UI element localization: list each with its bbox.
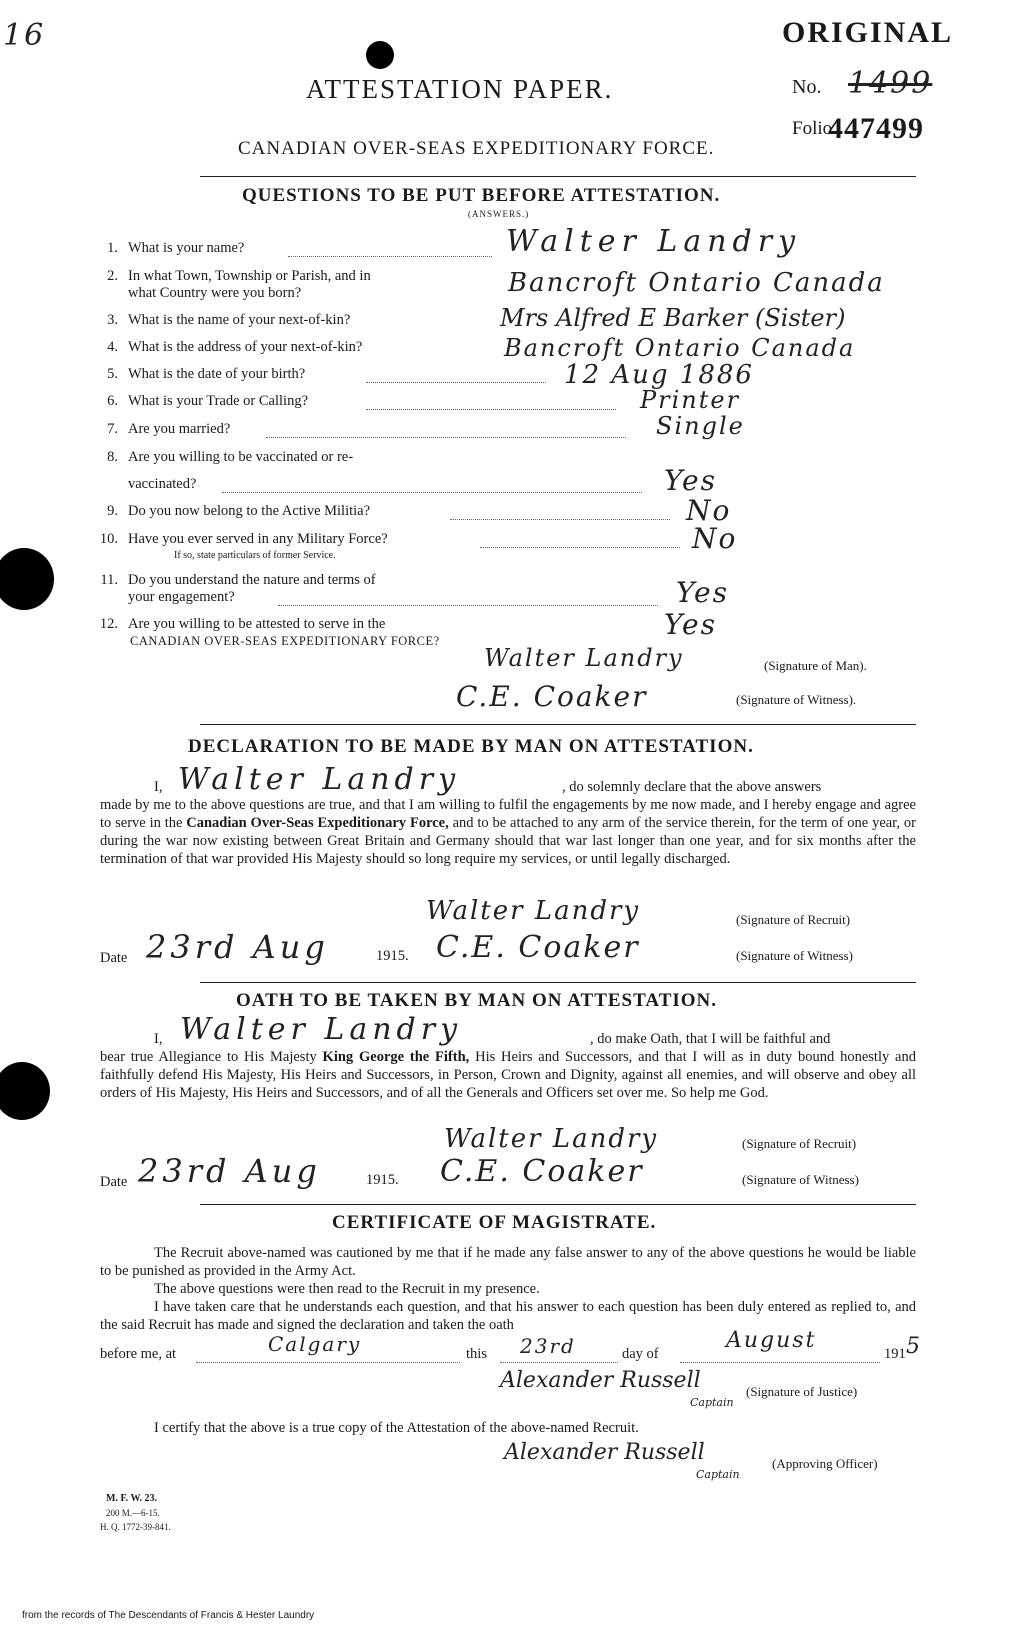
oath-name: Walter Landry — [180, 1012, 463, 1047]
answer-value: Bancroft Ontario Canada — [504, 334, 856, 362]
punch-hole-left-1 — [0, 548, 54, 610]
signature-man-value: Walter Landry — [484, 644, 684, 672]
answer-value: Printer — [640, 386, 741, 414]
question-text: Do you now belong to the Active Militia? — [128, 503, 371, 519]
declaration-line1-end: , do solemnly declare that the above answers — [562, 779, 822, 795]
signature-man-label: (Signature of Man). — [764, 658, 867, 673]
oath-year: 1915. — [366, 1172, 399, 1188]
margin-note: 16 — [3, 18, 46, 53]
justice-rank: Captain — [690, 1396, 734, 1409]
oath-date-value: 23rd Aug — [138, 1152, 321, 1190]
page-title: ATTESTATION PAPER. — [306, 74, 614, 104]
declaration-heading: DECLARATION TO BE MADE BY MAN ON ATTESTATION. — [188, 736, 754, 757]
declaration-date-value: 23rd Aug — [146, 928, 329, 966]
oath-i: I, — [154, 1031, 163, 1047]
approving-rank: Captain — [696, 1468, 740, 1481]
question-text-cont: CANADIAN OVER-SEAS EXPEDITIONARY FORCE? — [130, 634, 440, 648]
question-leader — [366, 382, 546, 383]
signature-witness-value: C.E. Coaker — [456, 680, 648, 713]
question-note: If so, state particulars of former Service. — [174, 550, 336, 561]
oath-body-bold: King George the Fifth, — [322, 1049, 470, 1065]
declaration-i: I, — [154, 779, 163, 795]
answer-value: No — [692, 522, 738, 555]
answer-value: Yes — [664, 608, 717, 641]
oath-date-label: Date — [100, 1174, 128, 1190]
divider-oath — [200, 982, 916, 983]
question-number: 9. — [107, 503, 118, 519]
magistrate-year-suffix: 5 — [906, 1334, 922, 1359]
question-text: What is your name? — [128, 240, 245, 256]
question-text: Are you willing to be attested to serve in the — [128, 616, 386, 632]
magistrate-this-label: this — [466, 1346, 487, 1362]
punch-hole-top — [366, 41, 394, 69]
question-text: Do you understand the nature and terms of — [128, 572, 376, 588]
question-leader — [450, 519, 670, 520]
magistrate-paragraph-2-text: The above questions were then read to the Recruit in my presence. — [154, 1281, 540, 1297]
signature-witness-label: (Signature of Witness). — [736, 692, 857, 707]
oath-body-a: bear true Allegiance to His Majesty — [100, 1049, 323, 1065]
answer-value: Mrs Alfred E Barker (Sister) — [500, 304, 846, 332]
magistrate-paragraph-3-text: I have taken care that he understands each question, and that his answer to each question has been duly entered as replied to, and the said Recruit has made and signed the declaration and taken the oath — [100, 1299, 916, 1333]
declaration-body — [100, 796, 916, 868]
question-number: 5. — [107, 366, 118, 382]
magistrate-leader — [196, 1362, 460, 1363]
declaration-body-a: made by me to the above questions are true, and that I am willing to fulfil the engagements by me now made, and I hereby engage and agree to serve in the — [100, 797, 916, 831]
questions-heading: QUESTIONS TO BE PUT BEFORE ATTESTATION. — [242, 185, 721, 206]
declaration-witness-label: (Signature of Witness) — [736, 948, 853, 963]
declaration-name: Walter Landry — [178, 762, 461, 797]
question-text: Have you ever served in any Military Force? — [128, 531, 388, 547]
oath-witness-label: (Signature of Witness) — [742, 1172, 859, 1187]
magistrate-day: 23rd — [520, 1334, 576, 1358]
certify-text: I certify that the above is a true copy of the Attestation of the above-named Recruit. — [154, 1420, 639, 1436]
question-number: 1. — [107, 240, 118, 256]
answer-value: No — [686, 494, 732, 527]
question-text-cont: vaccinated? — [128, 476, 197, 492]
magistrate-leader — [500, 1362, 618, 1363]
approving-label: (Approving Officer) — [772, 1456, 878, 1471]
declaration-year: 1915. — [376, 948, 409, 964]
oath-recruit-label: (Signature of Recruit) — [742, 1136, 857, 1151]
question-number: 10. — [99, 531, 118, 547]
magistrate-before-label: before me, at — [100, 1346, 177, 1362]
form-print-run: 200 M.—6-15. — [106, 1508, 160, 1518]
justice-signature: Alexander Russell — [500, 1368, 701, 1393]
original-stamp: ORIGINAL — [782, 16, 954, 49]
magistrate-heading: CERTIFICATE OF MAGISTRATE. — [332, 1212, 657, 1233]
oath-line1-end: , do make Oath, that I will be faithful and — [590, 1031, 831, 1047]
question-number: 6. — [107, 393, 118, 409]
declaration-recruit-signature: Walter Landry — [426, 896, 641, 926]
source-note: from the records of The Descendants of Francis & Hester Laundry — [22, 1610, 315, 1621]
question-number: 8. — [107, 449, 118, 465]
question-number: 2. — [107, 268, 118, 284]
magistrate-leader — [680, 1362, 880, 1363]
justice-label: (Signature of Justice) — [746, 1384, 858, 1399]
answer-value: Bancroft Ontario Canada — [508, 268, 885, 298]
declaration-witness-signature: C.E. Coaker — [436, 930, 640, 965]
form-code: M. F. W. 23. — [106, 1493, 158, 1504]
question-number: 11. — [100, 572, 118, 588]
answer-value: Walter Landry — [506, 224, 802, 259]
page-subtitle: CANADIAN OVER-SEAS EXPEDITIONARY FORCE. — [238, 138, 715, 159]
answer-value: 12 Aug 1886 — [564, 360, 754, 390]
oath-recruit-signature: Walter Landry — [444, 1124, 659, 1154]
magistrate-paragraph-1-text: The Recruit above-named was cautioned by me that if he made any false answer to any of the above questions he would be liable to be punished as provided in the Army Act. — [100, 1245, 916, 1279]
question-number: 3. — [107, 312, 118, 328]
question-number: 12. — [99, 616, 118, 632]
question-text-cont: what Country were you born? — [128, 285, 302, 301]
answer-value: Single — [656, 412, 745, 440]
question-leader — [222, 492, 642, 493]
number-label: No. — [792, 76, 822, 98]
declaration-body-b: and to be attached to any arm of the service therein, for the term of one year, or during the war now existing between Great Britain and Germany should that war last longer than one year, and for six months after the termination of that war provided His Majesty should so long require my services, or until legally discharged. — [100, 815, 916, 867]
magistrate-paragraph-1 — [100, 1244, 916, 1280]
magistrate-dayof-label: day of — [622, 1346, 659, 1362]
divider-declaration — [200, 724, 916, 725]
declaration-body-bold: Canadian Over-Seas Expeditionary Force, — [186, 815, 449, 831]
magistrate-month: August — [726, 1328, 817, 1353]
oath-body-b: His Heirs and Successors, and that I will as in duty bound honestly and faithfully defend His Majesty, His Heirs and Successors, in Person, Crown and Dignity, against all enemies, and will observe and obey all orders of His Majesty, His Heirs and Successors, and of all the Generals and Officers set over me. So help me God. — [100, 1049, 916, 1101]
question-text: What is the address of your next-of-kin? — [128, 339, 363, 355]
answers-label: (ANSWERS.) — [468, 209, 530, 219]
punch-hole-left-2 — [0, 1062, 50, 1120]
question-text: What is the date of your birth? — [128, 366, 306, 382]
magistrate-paragraph-2 — [100, 1280, 916, 1298]
question-text: What is your Trade or Calling? — [128, 393, 309, 409]
magistrate-year-prefix: 191 — [884, 1346, 906, 1362]
question-text: What is the name of your next-of-kin? — [128, 312, 351, 328]
oath-witness-signature: C.E. Coaker — [440, 1154, 644, 1189]
question-leader — [278, 605, 658, 606]
oath-body — [100, 1048, 916, 1102]
number-value: 1499 — [848, 66, 933, 101]
question-number: 7. — [107, 421, 118, 437]
question-leader — [266, 437, 626, 438]
question-number: 4. — [107, 339, 118, 355]
answer-value: Yes — [664, 464, 717, 497]
declaration-date-label: Date — [100, 950, 128, 966]
form-hq-code: H. Q. 1772-39-841. — [100, 1522, 171, 1532]
question-text: Are you married? — [128, 421, 231, 437]
question-text-cont: your engagement? — [128, 589, 235, 605]
question-leader — [366, 409, 616, 410]
question-text: In what Town, Township or Parish, and in — [128, 268, 371, 284]
question-text: Are you willing to be vaccinated or re- — [128, 449, 354, 465]
question-leader — [288, 256, 492, 257]
approving-signature: Alexander Russell — [504, 1440, 705, 1465]
question-leader — [480, 547, 680, 548]
folio-label: Folio — [792, 118, 833, 139]
divider-magistrate — [200, 1204, 916, 1205]
oath-heading: OATH TO BE TAKEN BY MAN ON ATTESTATION. — [236, 990, 718, 1011]
divider-top — [200, 176, 916, 177]
folio-value: 447499 — [828, 112, 924, 145]
answer-value: Yes — [676, 576, 729, 609]
magistrate-place: Calgary — [268, 1332, 362, 1356]
declaration-recruit-label: (Signature of Recruit) — [736, 912, 851, 927]
